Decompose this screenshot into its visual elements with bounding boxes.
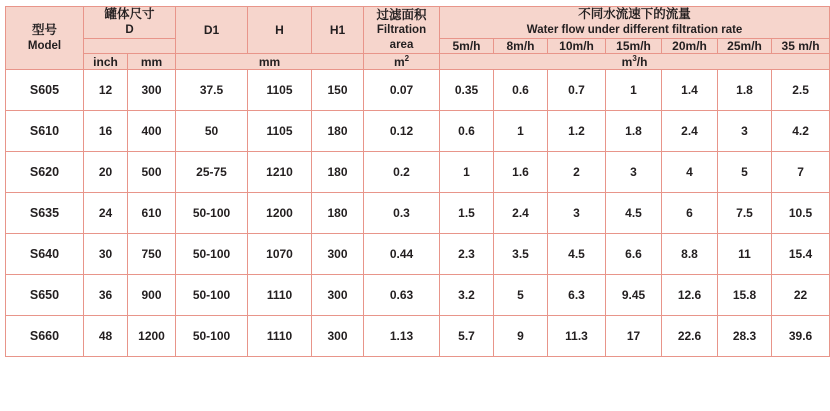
cell-flow-2: 3 (548, 193, 606, 234)
header-model (6, 7, 84, 70)
cell-flow-4: 1.4 (662, 70, 718, 111)
header-h1: H1 (312, 7, 364, 54)
header-rate-6: 35 m/h (772, 38, 830, 53)
cell-flow-4: 8.8 (662, 234, 718, 275)
cell-flow-3: 1 (606, 70, 662, 111)
cell-area: 0.12 (364, 111, 440, 152)
header-row-units (6, 54, 830, 70)
cell-h: 1110 (248, 275, 312, 316)
cell-inch: 30 (84, 234, 128, 275)
header-rate-1: 8m/h (494, 38, 548, 53)
cell-h1: 180 (312, 152, 364, 193)
header-tank-size-d: D (125, 24, 134, 36)
cell-flow-2: 4.5 (548, 234, 606, 275)
cell-flow-6: 15.4 (772, 234, 830, 275)
cell-model: S640 (6, 234, 84, 275)
cell-flow-5: 3 (718, 111, 772, 152)
table-row (6, 234, 830, 275)
cell-area: 0.63 (364, 275, 440, 316)
header-unit-m3h-base: m (621, 55, 633, 70)
cell-flow-6: 7 (772, 152, 830, 193)
cell-d1: 50-100 (176, 316, 248, 357)
cell-area: 1.13 (364, 316, 440, 357)
cell-mm: 900 (128, 275, 176, 316)
cell-inch: 24 (84, 193, 128, 234)
header-rate-3: 15m/h (606, 38, 662, 53)
cell-inch: 12 (84, 70, 128, 111)
header-row-1 (6, 7, 830, 39)
header-unit-m3h-tail: /h (636, 55, 648, 70)
cell-flow-0: 2.3 (440, 234, 494, 275)
cell-flow-0: 1.5 (440, 193, 494, 234)
header-filtration-area-en1: Filtration (376, 24, 427, 37)
header-flow-cn: 不同水流速下的流量 (578, 7, 691, 22)
cell-inch: 48 (84, 316, 128, 357)
cell-flow-4: 12.6 (662, 275, 718, 316)
cell-d1: 50-100 (176, 193, 248, 234)
table-body (6, 70, 830, 357)
header-tank-size-cn: 罐体尺寸 (104, 7, 155, 22)
cell-flow-5: 15.8 (718, 275, 772, 316)
header-unit-m2-base: m (393, 55, 405, 70)
cell-h1: 300 (312, 234, 364, 275)
cell-flow-3: 3 (606, 152, 662, 193)
cell-mm: 610 (128, 193, 176, 234)
cell-h1: 300 (312, 275, 364, 316)
header-rate-4: 20m/h (662, 38, 718, 53)
cell-mm: 1200 (128, 316, 176, 357)
cell-d1: 50-100 (176, 234, 248, 275)
cell-h: 1210 (248, 152, 312, 193)
table-row (6, 111, 830, 152)
cell-area: 0.2 (364, 152, 440, 193)
header-h: H (248, 7, 312, 54)
cell-flow-1: 2.4 (494, 193, 548, 234)
header-flow-group (440, 7, 830, 39)
cell-d1: 50-100 (176, 275, 248, 316)
header-unit-inch: inch (84, 54, 128, 70)
cell-mm: 400 (128, 111, 176, 152)
cell-flow-4: 6 (662, 193, 718, 234)
cell-flow-6: 22 (772, 275, 830, 316)
cell-flow-1: 3.5 (494, 234, 548, 275)
cell-h1: 180 (312, 111, 364, 152)
cell-mm: 750 (128, 234, 176, 275)
cell-flow-2: 0.7 (548, 70, 606, 111)
cell-d1: 37.5 (176, 70, 248, 111)
cell-h: 1200 (248, 193, 312, 234)
cell-flow-1: 1 (494, 111, 548, 152)
cell-inch: 20 (84, 152, 128, 193)
header-unit-m2 (364, 54, 440, 70)
header-unit-mm: mm (128, 54, 176, 70)
cell-model: S605 (6, 70, 84, 111)
cell-flow-1: 0.6 (494, 70, 548, 111)
cell-flow-0: 0.6 (440, 111, 494, 152)
cell-flow-0: 0.35 (440, 70, 494, 111)
cell-d1: 50 (176, 111, 248, 152)
cell-model: S660 (6, 316, 84, 357)
cell-h1: 300 (312, 316, 364, 357)
cell-model: S635 (6, 193, 84, 234)
cell-flow-3: 4.5 (606, 193, 662, 234)
header-flow-en: Water flow under different filtration rate (526, 24, 743, 36)
cell-flow-0: 3.2 (440, 275, 494, 316)
cell-flow-0: 1 (440, 152, 494, 193)
cell-flow-0: 5.7 (440, 316, 494, 357)
cell-flow-3: 17 (606, 316, 662, 357)
cell-flow-5: 1.8 (718, 70, 772, 111)
cell-area: 0.07 (364, 70, 440, 111)
header-unit-m3h (440, 54, 830, 70)
cell-mm: 300 (128, 70, 176, 111)
cell-h: 1110 (248, 316, 312, 357)
specification-table (5, 6, 830, 357)
cell-flow-4: 22.6 (662, 316, 718, 357)
header-unit-m3h-sup: 3 (632, 54, 637, 64)
cell-flow-6: 2.5 (772, 70, 830, 111)
header-model-cn: 型号 (31, 23, 57, 38)
header-d1: D1 (176, 7, 248, 54)
header-filtration-area (364, 7, 440, 54)
table-row (6, 152, 830, 193)
cell-flow-5: 11 (718, 234, 772, 275)
cell-h: 1105 (248, 111, 312, 152)
cell-flow-3: 1.8 (606, 111, 662, 152)
header-filtration-area-en2: area (389, 39, 414, 52)
cell-model: S610 (6, 111, 84, 152)
cell-area: 0.44 (364, 234, 440, 275)
header-rate-0: 5m/h (440, 38, 494, 53)
table-row (6, 193, 830, 234)
cell-h: 1105 (248, 70, 312, 111)
cell-flow-2: 6.3 (548, 275, 606, 316)
header-unit-mm-group: mm (176, 54, 364, 70)
header-unit-m2-sup: 2 (404, 54, 410, 64)
cell-h1: 150 (312, 70, 364, 111)
cell-inch: 16 (84, 111, 128, 152)
cell-h1: 180 (312, 193, 364, 234)
cell-flow-1: 5 (494, 275, 548, 316)
table-row (6, 275, 830, 316)
cell-d1: 25-75 (176, 152, 248, 193)
header-tank-size-spacer (84, 38, 176, 53)
cell-flow-5: 28.3 (718, 316, 772, 357)
cell-flow-1: 1.6 (494, 152, 548, 193)
table-row (6, 316, 830, 357)
cell-mm: 500 (128, 152, 176, 193)
cell-flow-1: 9 (494, 316, 548, 357)
table-header (6, 7, 830, 70)
cell-flow-3: 9.45 (606, 275, 662, 316)
cell-model: S620 (6, 152, 84, 193)
header-rate-5: 25m/h (718, 38, 772, 53)
cell-flow-2: 1.2 (548, 111, 606, 152)
header-rate-2: 10m/h (548, 38, 606, 53)
header-model-en: Model (27, 39, 62, 52)
cell-flow-6: 10.5 (772, 193, 830, 234)
cell-flow-2: 2 (548, 152, 606, 193)
cell-h: 1070 (248, 234, 312, 275)
cell-area: 0.3 (364, 193, 440, 234)
cell-flow-5: 7.5 (718, 193, 772, 234)
cell-flow-4: 2.4 (662, 111, 718, 152)
table-row (6, 70, 830, 111)
cell-flow-3: 6.6 (606, 234, 662, 275)
cell-inch: 36 (84, 275, 128, 316)
cell-flow-6: 39.6 (772, 316, 830, 357)
cell-flow-4: 4 (662, 152, 718, 193)
cell-model: S650 (6, 275, 84, 316)
cell-flow-5: 5 (718, 152, 772, 193)
header-filtration-area-cn: 过滤面积 (376, 8, 427, 22)
cell-flow-2: 11.3 (548, 316, 606, 357)
cell-flow-6: 4.2 (772, 111, 830, 152)
header-tank-size (84, 7, 176, 39)
